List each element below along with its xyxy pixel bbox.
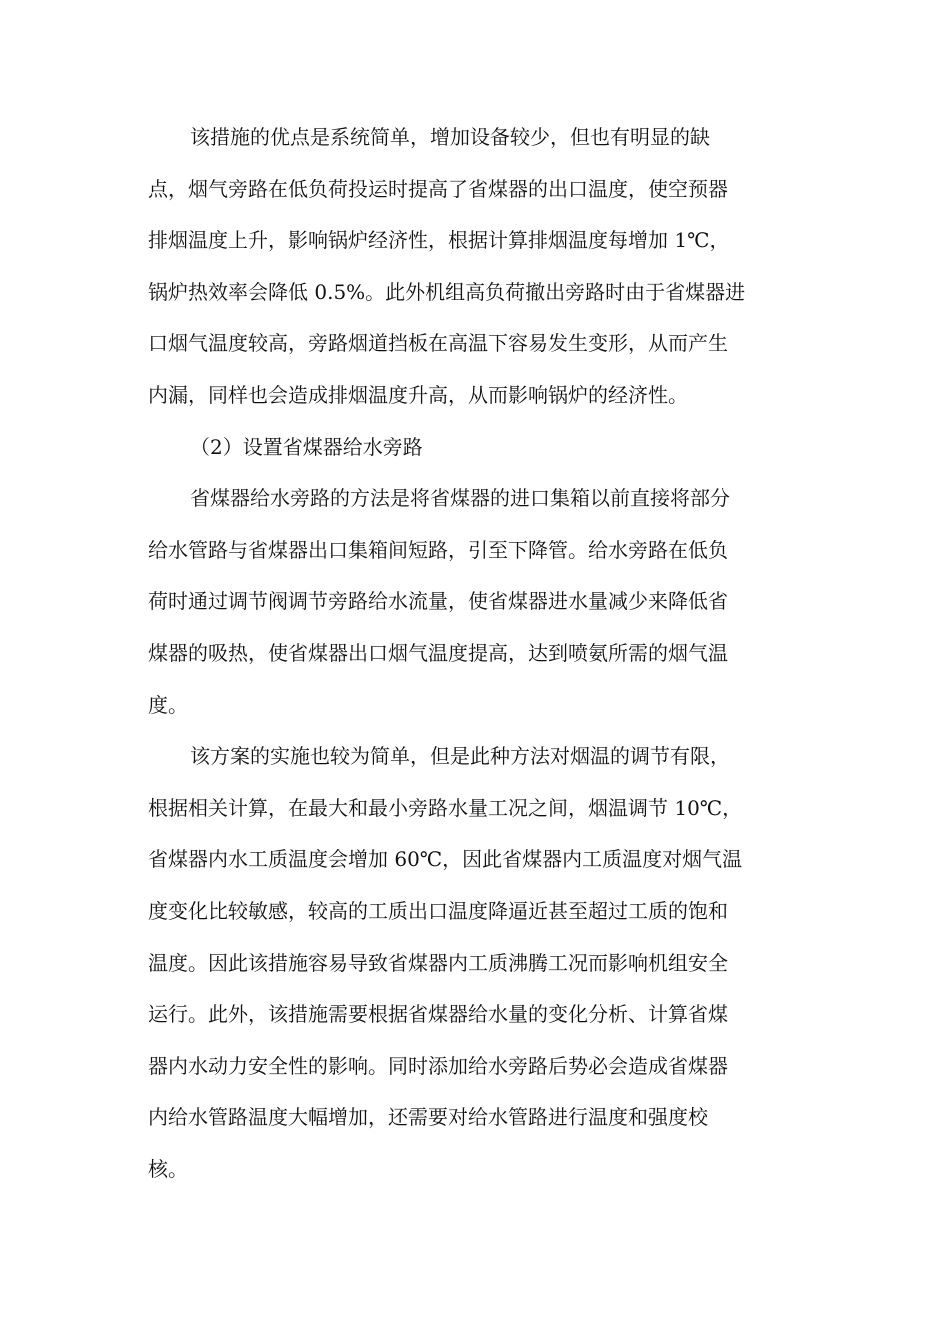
paragraph-line: 核。 <box>148 1156 188 1181</box>
body-text <box>148 112 808 1195</box>
paragraph-line: 根据相关计算，在最大和最小旁路水量工况之间，烟温调节 10℃， <box>148 795 743 820</box>
paragraph-line: 该措施的优点是系统简单，增加设备较少，但也有明显的缺 <box>190 125 710 149</box>
paragraph-line: 运行。此外，该措施需要根据省煤器给水量的变化分析、计算省煤 <box>148 1002 728 1027</box>
paragraph-line: 省煤器给水旁路的方法是将省煤器的进口集箱以前直接将部分 <box>190 486 730 511</box>
paragraph-line: 内给水管路温度大幅增加，还需要对给水管路进行温度和强度校 <box>148 1105 708 1130</box>
paragraph-line: 锅炉热效率会降低 0.5%。此外机组高负荷撤出旁路时由于省煤器进 <box>148 279 746 304</box>
paragraph-line: 点，烟气旁路在低负荷投运时提高了省煤器的出口温度，使空预器 <box>148 176 728 201</box>
paragraph-line: 荷时通过调节阀调节旁路给水流量，使省煤器进水量减少来降低省 <box>148 589 728 614</box>
paragraph-line: 该方案的实施也较为简单，但是此种方法对烟温的调节有限， <box>190 744 730 769</box>
paragraph-line: 省煤器内水工质温度会增加 60℃，因此省煤器内工质温度对烟气温 <box>148 847 743 872</box>
section-heading: （2）设置省煤器给水旁路 <box>190 434 423 459</box>
paragraph-line: 内漏，同样也会造成排烟温度升高，从而影响锅炉的经济性。 <box>148 382 688 407</box>
paragraph-line: 度。 <box>148 692 188 717</box>
paragraph-line: 给水管路与省煤器出口集箱间短路，引至下降管。给水旁路在低负 <box>148 537 728 562</box>
paragraph-line: 煤器的吸热，使省煤器出口烟气温度提高，达到喷氨所需的烟气温 <box>148 640 728 665</box>
paragraph-line: 温度。因此该措施容易导致省煤器内工质沸腾工况而影响机组安全 <box>148 950 728 975</box>
paragraph-line: 排烟温度上升，影响锅炉经济性，根据计算排烟温度每增加 1℃， <box>148 228 730 253</box>
paragraph-line: 口烟气温度较高，旁路烟道挡板在高温下容易发生变形，从而产生 <box>148 331 728 356</box>
paragraph-line: 器内水动力安全性的影响。同时添加给水旁路后势必会造成省煤器 <box>148 1053 728 1078</box>
paragraph-line: 度变化比较敏感，较高的工质出口温度降逼近甚至超过工质的饱和 <box>148 898 728 923</box>
